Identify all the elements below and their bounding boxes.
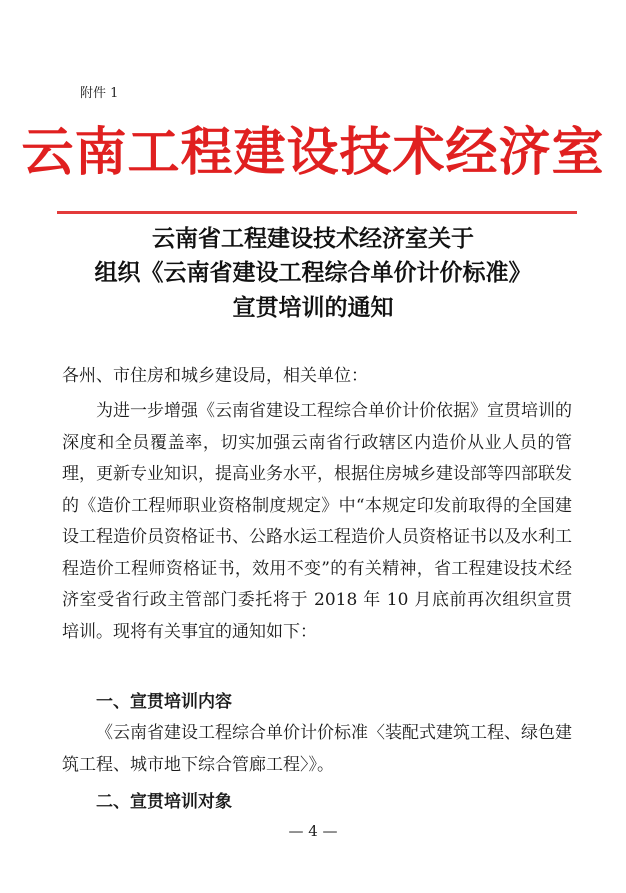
attachment-label: 附件 1 <box>80 86 119 101</box>
document-title-line-2: 组织《云南省建设工程综合单价计价标准》 <box>94 259 532 286</box>
section-body-content: 《云南省建设工程综合单价计价标准〈装配式建筑工程、绿色建筑工程、城市地下综合管廊工程〉》。 <box>62 723 572 775</box>
salutation: 各州、市住房和城乡建设局，相关单位： <box>62 366 368 386</box>
org-letterhead: 云南工程建设技术经济室 <box>21 122 605 183</box>
body-paragraph-intro: 为进一步增强《云南省建设工程综合单价计价依据》宣贯培训的深度和全员覆盖率，切实加强云南省行政辖区内造价从业人员的管理，更新专业知识，提高业务水平，根据住房城乡建设部等四部联发的《造价工程师职业资格制度规定》中“本规定印发前取得的全国建设工程造价员资格证书、公路水运工程造价人员资格证书以及水利工程造价工程师资格证书，效用不变”的有关精神，省工程建设技术经济室受省行政主管部门委托将于 2018 年 10 月底前再次组织宣贯培训。现将有关事宜的通知如下： <box>62 401 572 642</box>
page-number: — 4 — <box>288 822 338 840</box>
document-title-line-3: 宣贯培训的通知 <box>232 294 394 321</box>
section-heading-content: 一、宣贯培训内容 <box>96 692 232 712</box>
section-heading-audience: 二、宣贯培训对象 <box>96 792 232 812</box>
document-title-line-1: 云南省工程建设技术经济室关于 <box>152 225 474 252</box>
letterhead-red-rule <box>57 211 577 214</box>
